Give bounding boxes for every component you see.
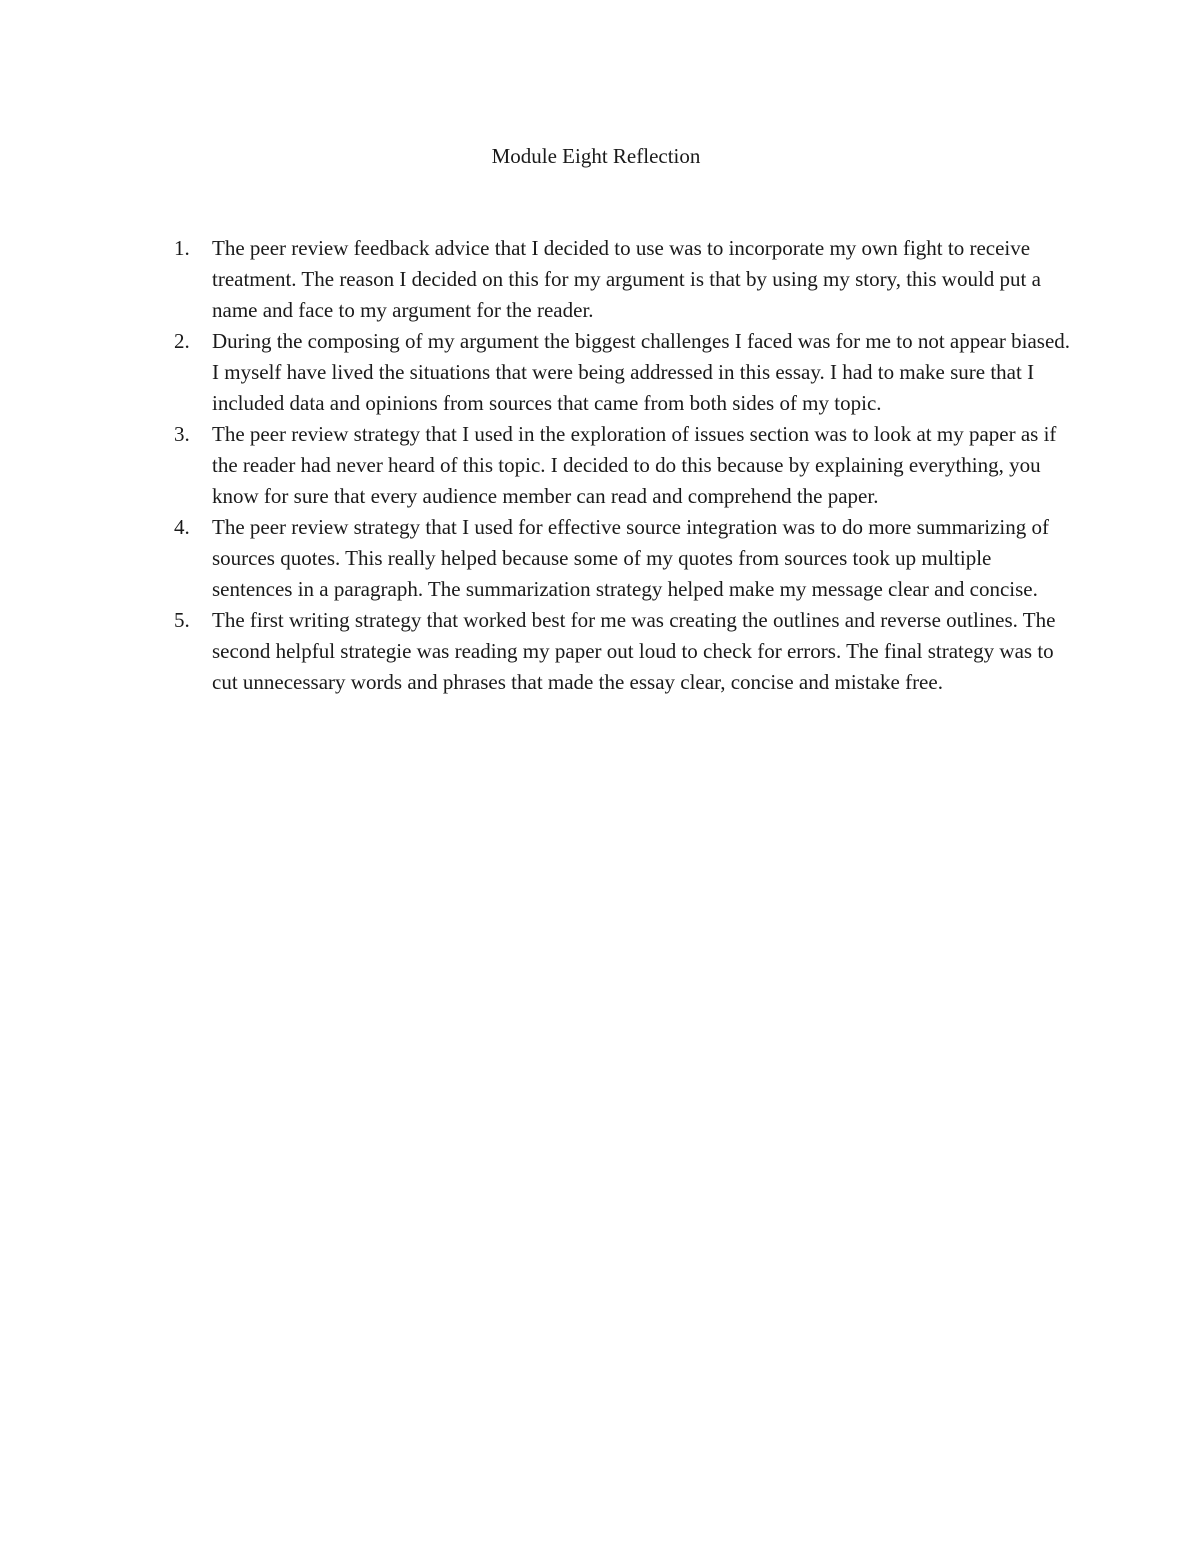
list-item-text: The peer review strategy that I used for effective source integration was to do more summarizing of sources quotes. This really helped because some of my quotes from sources took up multiple sentences in a paragraph. The summarization strategy helped make my message clear and concise. xyxy=(212,515,1049,601)
list-item-text: During the composing of my argument the biggest challenges I faced was for me to not appear biased. I myself have lived the situations that were being addressed in this essay. I had to make sure that I included data and opinions from sources that came from both sides of my topic. xyxy=(212,329,1071,415)
list-item xyxy=(174,605,1074,698)
list-item xyxy=(174,326,1074,419)
document-title: Module Eight Reflection xyxy=(491,144,701,168)
list-item xyxy=(174,233,1074,326)
list-item-text: The first writing strategy that worked best for me was creating the outlines and reverse outlines. The second helpful strategie was reading my paper out loud to check for errors. The final strategy was to cut unnecessary words and phrases that made the essay clear, concise and mistake free. xyxy=(212,608,1056,694)
list-item-text: The peer review feedback advice that I decided to use was to incorporate my own fight to receive treatment. The reason I decided on this for my argument is that by using my story, this would put a name and face to my argument for the reader. xyxy=(212,236,1041,322)
list-item-number: 4. xyxy=(174,515,190,539)
list-item-number: 2. xyxy=(174,329,190,353)
reflection-list xyxy=(174,233,1074,698)
list-item xyxy=(174,419,1074,512)
list-item-number: 3. xyxy=(174,422,190,446)
list-item-number: 1. xyxy=(174,236,190,260)
list-item-number: 5. xyxy=(174,608,190,632)
list-item-text: The peer review strategy that I used in the exploration of issues section was to look at my paper as if the reader had never heard of this topic. I decided to do this because by explaining everything, you know for sure that every audience member can read and comprehend the paper. xyxy=(212,422,1057,508)
list-item xyxy=(174,512,1074,605)
